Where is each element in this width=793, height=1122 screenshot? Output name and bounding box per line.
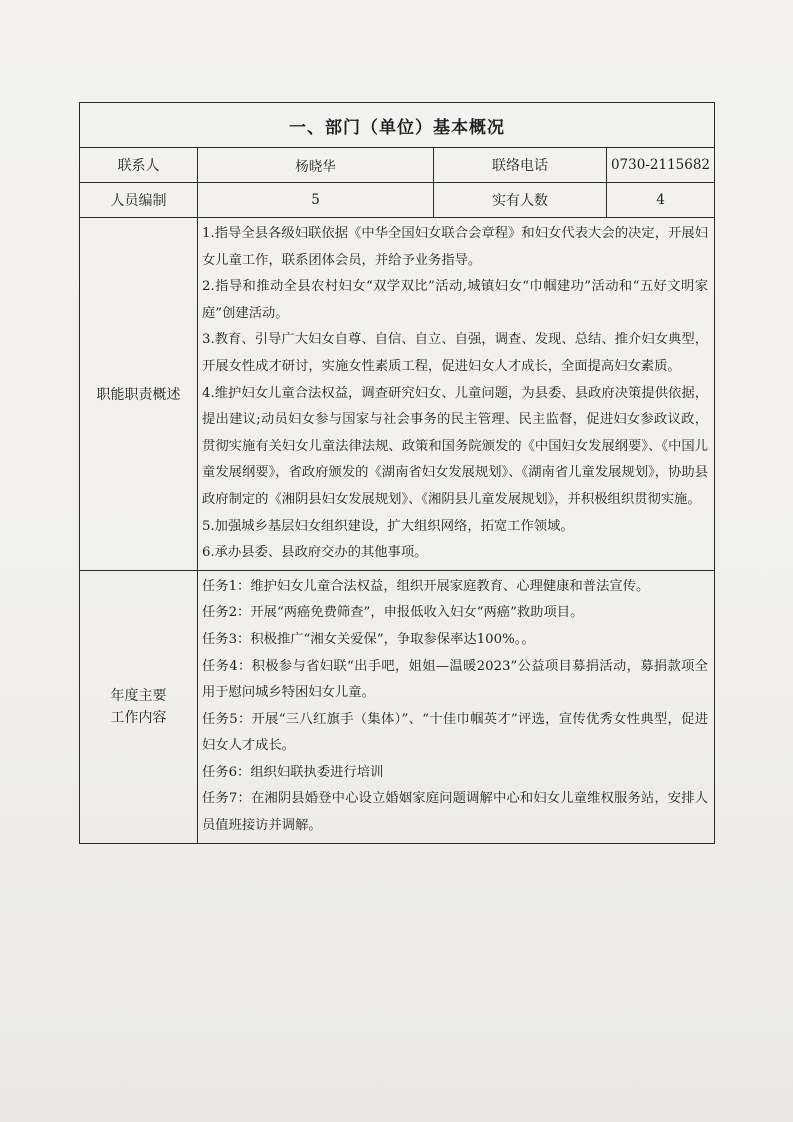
duty-item: 3.教育、引导广大妇女自尊、自信、自立、自强，调查、发现、总结、推介妇女典型，开展女性成才研讨，实施女性素质工程，促进妇女人才成长，全面提高妇女素质。 <box>202 332 708 374</box>
phone-value: 0730-2115682 <box>607 148 715 183</box>
task-item: 任务3：积极推广“湘女关爱保”，争取参保率达100%。。 <box>202 631 535 647</box>
task-item: 任务1：维护妇女儿童合法权益，组织开展家庭教育、心理健康和普法宣传。 <box>202 578 650 594</box>
annual-label-line2: 工作内容 <box>110 709 167 726</box>
basic-info-table <box>79 102 715 844</box>
task-item: 任务2：开展“两癌免费筛查”，申报低收入妇女“两癌”救助项目。 <box>202 605 584 621</box>
staff-quota-value: 5 <box>198 183 434 218</box>
contact-label: 联系人 <box>80 148 198 183</box>
task-item: 任务6：组织妇联执委进行培训 <box>202 764 384 780</box>
task-item: 任务7：在湘阴县婚登中心设立婚姻家庭问题调解中心和妇女儿童维权服务站，安排人员值班接访并调解。 <box>202 791 708 834</box>
phone-label: 联络电话 <box>434 148 607 183</box>
duty-item: 2.指导和推动全县农村妇女“双学双比”活动,城镇妇女“巾帼建功”活动和“五好文明家庭”创建活动。 <box>202 279 708 321</box>
duties-content <box>198 218 715 571</box>
actual-staff-label: 实有人数 <box>434 183 607 218</box>
annual-work-content <box>198 570 715 843</box>
task-item: 任务4：积极参与省妇联“出手吧，姐姐—温暖2023”公益项目募捐活动，募捐款项全用于慰问城乡特困妇女儿童。 <box>202 658 708 701</box>
duty-item: 1.指导全县各级妇联依据《中华全国妇女联合会章程》和妇女代表大会的决定，开展妇女儿童工作，联系团体会员，并给予业务指导。 <box>202 226 708 268</box>
duty-item: 6.承办县委、县政府交办的其他事项。 <box>202 545 428 561</box>
duty-item: 5.加强城乡基层妇女组织建设，扩大组织网络，拓宽工作领域。 <box>202 518 574 534</box>
section-title: 一、部门（单位）基本概况 <box>80 103 715 148</box>
duties-label: 职能职责概述 <box>80 218 198 571</box>
staff-quota-label: 人员编制 <box>80 183 198 218</box>
annual-work-label <box>80 570 198 843</box>
task-item: 任务5：开展“三八红旗手（集体）”、“十佳巾帼英才”评选，宣传优秀女性典型，促进妇女人才成长。 <box>202 711 708 754</box>
duty-item: 4.维护妇女儿童合法权益，调查研究妇女、儿童问题，为县委、县政府决策提供依据，提出建议;动员妇女参与国家与社会事务的民主管理、民主监督，促进妇女参政议政，贯彻实施有关妇女儿童法律法规、政策和国务院颁发的《中国妇女发展纲要》、《中国儿童发展纲要》，省政府颁发的《湖南省妇女发展规划》、《湖南省儿童发展规划》，协助县政府制定的《湘阴县妇女发展规划》、《湘阴县儿童发展规划》，并积极组织贯彻实施。 <box>202 385 708 507</box>
actual-staff-value: 4 <box>607 183 715 218</box>
contact-value: 杨晓华 <box>198 148 434 183</box>
annual-label-line1: 年度主要 <box>110 687 167 704</box>
